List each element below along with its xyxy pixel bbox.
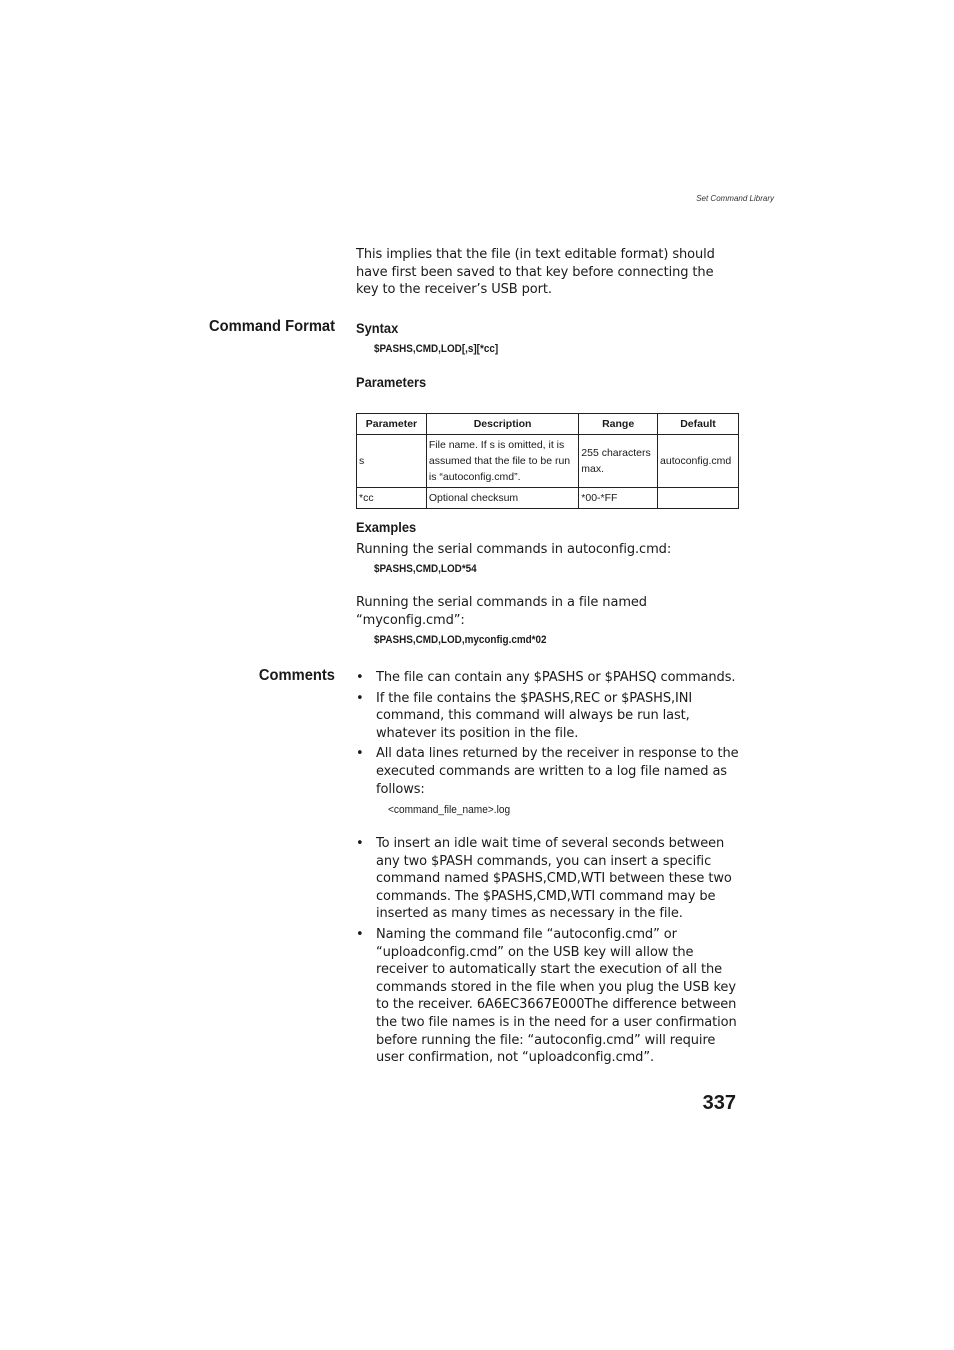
list-item-text: If the file contains the $PASHS,REC or $PASHS,INI command, this command will always be run last, whatever its position in the file. bbox=[376, 690, 693, 741]
syntax-heading: Syntax bbox=[356, 320, 399, 336]
table-cell: *cc bbox=[357, 488, 427, 509]
list-item-text: All data lines returned by the receiver in response to the executed commands are written to a log file named as follows: bbox=[376, 746, 739, 797]
list-item-text: The file can contain any $PASHS or $PAHSQ commands. bbox=[376, 670, 736, 685]
comments-list-b bbox=[356, 835, 746, 1067]
table-row bbox=[357, 435, 739, 488]
table-cell: 255 characters max. bbox=[579, 435, 658, 488]
table-header-cell: Range bbox=[579, 414, 658, 435]
example1-code: $PASHS,CMD,LOD*54 bbox=[374, 563, 477, 575]
list-item bbox=[356, 690, 741, 743]
list-item-text: To insert an idle wait time of several seconds between any two $PASH commands, you can insert a specific command named $PASHS,CMD,WTI between these two commands. The $PASHS,CMD,WTI command may be inserted as many times as necessary in the file. bbox=[376, 836, 732, 922]
list-item-text: Naming the command file “autoconfig.cmd” or “uploadconfig.cmd” on the USB key will allow the receiver to automatically start the execution of all the commands stored in the file when you plug the USB key to the receiver. 6A6EC3667E000The difference between the two file names is in the need for a user confirmation before running the file: “autoconfig.cmd” will require user confirmation, not “uploadconfig.cmd”. bbox=[376, 926, 737, 1066]
example2-code: $PASHS,CMD,LOD,myconfig.cmd*02 bbox=[374, 634, 547, 646]
list-item bbox=[356, 926, 741, 1067]
bullet-icon: • bbox=[356, 690, 364, 706]
table-cell: *00-*FF bbox=[579, 488, 658, 509]
table-cell: Optional checksum bbox=[426, 488, 578, 509]
log-file-name: <command_file_name>.log bbox=[388, 804, 511, 816]
table-header-row bbox=[357, 414, 739, 435]
bullet-icon: • bbox=[356, 670, 364, 685]
list-item bbox=[356, 745, 741, 798]
example1-text: Running the serial commands in autoconfig.cmd: bbox=[356, 542, 672, 557]
table-row bbox=[357, 488, 739, 509]
table-header-cell: Description bbox=[426, 414, 578, 435]
parameters-table bbox=[356, 413, 739, 509]
bullet-icon: • bbox=[356, 926, 364, 942]
list-item bbox=[356, 669, 746, 687]
list-item bbox=[356, 835, 741, 923]
intro-paragraph: This implies that the file (in text editable format) should have first been saved to that key before connecting the key to the receiver’s USB port. bbox=[356, 247, 715, 298]
comments-list-a bbox=[356, 669, 746, 798]
bullet-icon: • bbox=[356, 836, 364, 851]
table-cell: s bbox=[357, 435, 427, 488]
comments-heading: Comments bbox=[258, 667, 335, 684]
table-cell: File name. If s is omitted, it is assumed that the file to be run is “autoconfig.cmd”. bbox=[426, 435, 578, 488]
table-header-cell: Default bbox=[658, 414, 739, 435]
table-cell: autoconfig.cmd bbox=[658, 435, 739, 488]
parameters-heading: Parameters bbox=[356, 374, 427, 390]
command-format-heading: Command Format bbox=[209, 318, 335, 335]
running-header: Set Command Library bbox=[696, 194, 774, 203]
example2-text: Running the serial commands in a file named “myconfig.cmd”: bbox=[356, 595, 647, 628]
syntax-code: $PASHS,CMD,LOD[,s][*cc] bbox=[374, 343, 499, 355]
table-header-cell: Parameter bbox=[357, 414, 427, 435]
examples-heading: Examples bbox=[356, 519, 417, 535]
page-number: 337 bbox=[702, 1092, 736, 1114]
bullet-icon: • bbox=[356, 746, 364, 762]
table-cell bbox=[658, 488, 739, 509]
